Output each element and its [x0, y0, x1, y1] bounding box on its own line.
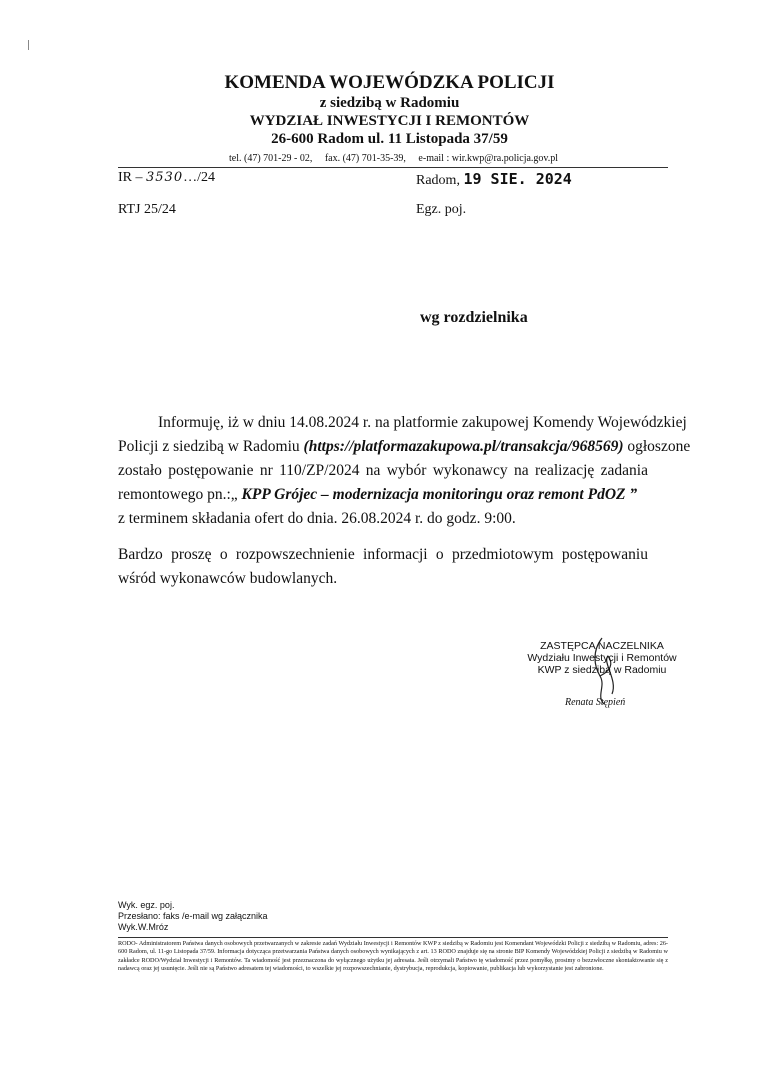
- contact-line: [229, 153, 568, 164]
- body-line: Bardzo proszę o rozpowszechnienie informacji o przedmiotowym postępowaniu: [118, 546, 648, 563]
- body-line: Policji z siedzibą w Radomiu (https://platformazakupowa.pl/transakcja/968569) ogłoszone: [118, 438, 691, 455]
- footer-notes: [118, 900, 268, 933]
- institution-seat: z siedzibą w Radomiu: [319, 95, 460, 111]
- date-stamp: 19 SIE. 2024: [463, 170, 572, 188]
- copy-count-note: Wyk. egz. poj.: [118, 900, 175, 910]
- body-line: wśród wykonawców budowlanych.: [118, 570, 338, 587]
- task-title: KPP Grójec – modernizacja monitoringu oraz remont PdOZ: [241, 486, 626, 503]
- paragraph-1: [118, 411, 691, 531]
- platform-link: (https://platformazakupowa.pl/transakcja/968569): [303, 438, 624, 455]
- scan-mark: [28, 40, 29, 50]
- signatory-department: Wydziału Inwestycji i Remontów: [527, 652, 677, 664]
- body-line: zostało postępowanie nr 110/ZP/2024 na wybór wykonawcy na realizację zadania: [118, 462, 648, 479]
- email-address: e-mail : wir.kwp@ra.policja.gov.pl: [418, 153, 559, 164]
- signatory-unit: KWP z siedzibą w Radomiu: [537, 664, 667, 676]
- author-note: Wyk.W.Mróz: [118, 922, 169, 932]
- place-date: Radom, 19 SIE. 2024: [416, 170, 572, 188]
- footer-rule: [118, 937, 668, 938]
- paragraph-2: [118, 543, 648, 591]
- department-name: WYDZIAŁ INWESTYCJI I REMONTÓW: [249, 113, 530, 129]
- rodo-notice: RODO- Administratorem Państwa danych osobowych przetwarzanych w zakresie zadań Wydziału Inwestycji i Remontów KWP z siedzibą w Radomiu jest Komendant Wojewódzki Policji z siedzibą w Radomiu, adres: 26-600 Radom, ul. 11-go Listopada 37/59. Informacja dotycząca przetwarzania Państwa danych osobowych wynikających z art. 13 RODO znajduje się na stronie BIP Komendy Wojewódzkiej Policji z siedzibą w Radomiu w zakładce RODO/Wydział Inwestycji i Remontów. Ta wiadomość jest przeznaczona do wyłącznego użytku jej adresata. Jeśli otrzymali Państwo tę wiadomość przez pomyłkę, prosimy o bezzwłoczne skontaktowanie się z nadawcą oraz jej usunięcie. Jeśli nie są Państwo adresatem tej wiadomości, to wszelkie jej rozpowszechnianie, dystrybucja, reprodukcja, kopiowanie, publikacja lub wykorzystanie jest zabronione.: [118, 940, 668, 973]
- copy-note: Egz. poj.: [416, 202, 467, 217]
- header-rule: [118, 167, 668, 168]
- rtj-number: RTJ 25/24: [118, 202, 176, 217]
- body-line: Informuję, iż w dniu 14.08.2024 r. na platformie zakupowej Komendy Wojewódzkiej: [158, 414, 687, 431]
- signatory-title: ZASTĘPCA NACZELNIKA: [540, 640, 664, 652]
- body-line: remontowego pn.:„ KPP Grójec – modernizacja monitoringu oraz remont PdOZ ”: [118, 486, 638, 503]
- handwritten-number: 3530: [146, 170, 184, 185]
- signatory-name: Renata Stępień: [565, 697, 626, 708]
- fax-number: fax. (47) 701-35-39,: [324, 153, 406, 164]
- phone-number: tel. (47) 701-29 - 02,: [229, 153, 313, 164]
- recipient: wg rozdzielnika: [420, 309, 528, 326]
- body-line: z terminem składania ofert do dnia. 26.08.2024 r. do godz. 9:00.: [118, 510, 516, 527]
- institution-name: KOMENDA WOJEWÓDZKA POLICJI: [224, 72, 555, 93]
- sent-via-note: Przesłano: faks /e-mail wg załącznika: [118, 911, 268, 921]
- institution-address: 26-600 Radom ul. 11 Listopada 37/59: [271, 131, 508, 147]
- reference-number: IR – 3530…/24: [118, 170, 215, 185]
- signature-block: [522, 640, 682, 676]
